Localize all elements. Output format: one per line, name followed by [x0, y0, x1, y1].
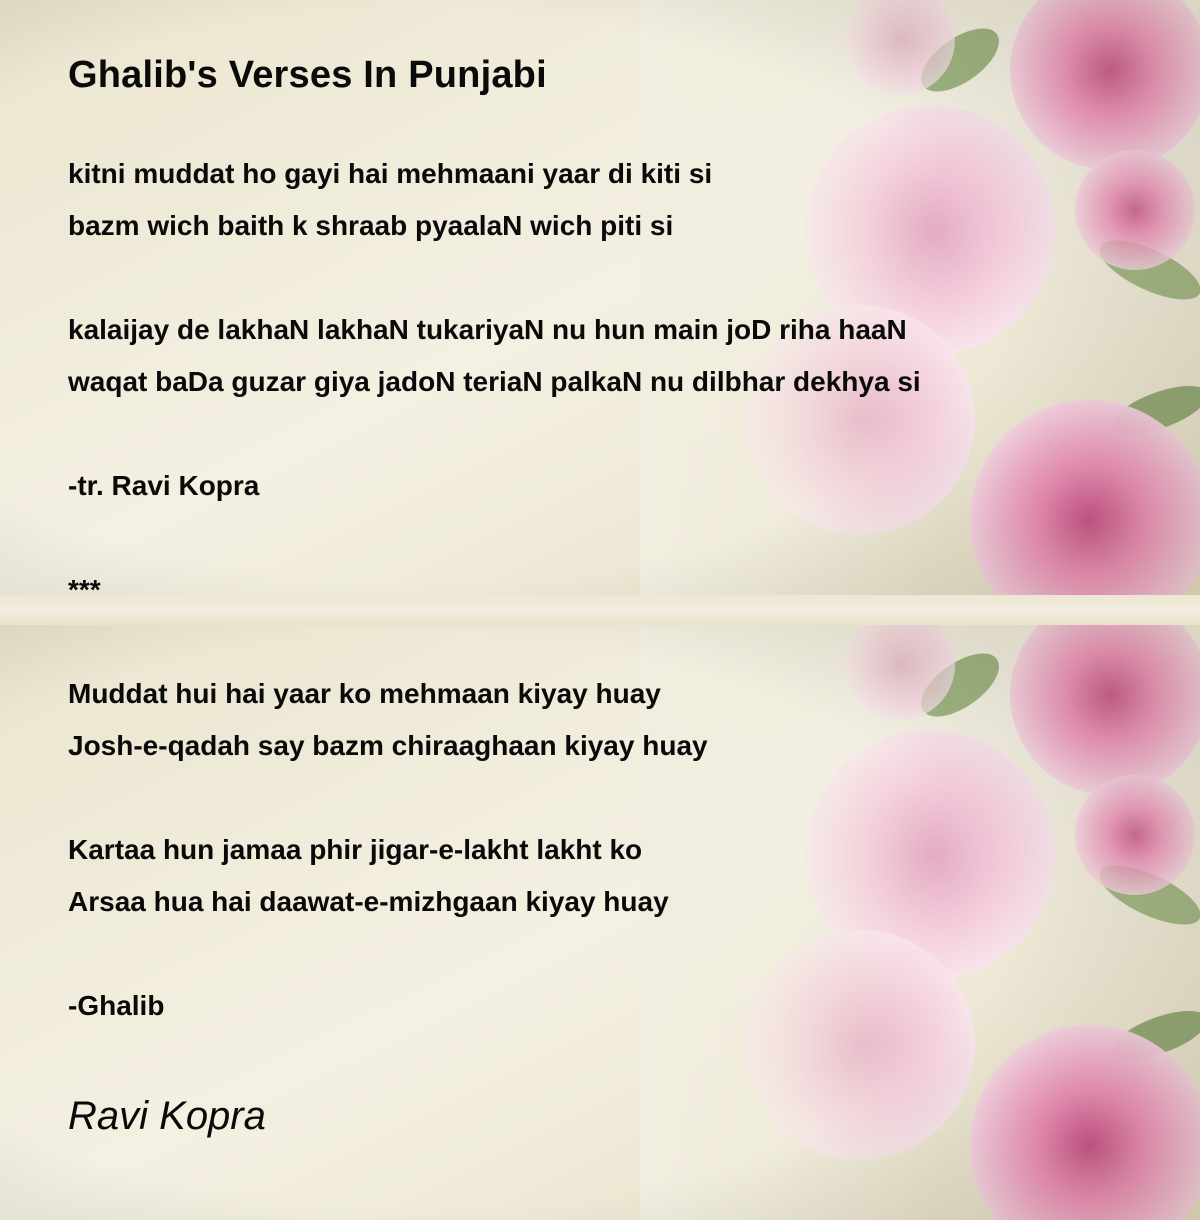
- poem-line: Kartaa hun jamaa phir jigar-e-lakht lakht ko: [68, 834, 643, 865]
- poem-line: waqat baDa guzar giya jadoN teriaN palkaN nu dilbhar dekhya si: [68, 366, 921, 397]
- poet-credit: -Ghalib: [68, 990, 165, 1021]
- poem-line: kalaijay de lakhaN lakhaN tukariyaN nu hun main joD riha haaN: [68, 314, 907, 345]
- translator-credit: -tr. Ravi Kopra: [68, 470, 260, 501]
- poem-line: Muddat hui hai yaar ko mehmaan kiyay huay: [68, 678, 661, 709]
- poem-title: Ghalib's Verses In Punjabi: [68, 54, 547, 96]
- poem-line: bazm wich baith k shraab pyaalaN wich piti si: [68, 210, 674, 241]
- poem-line: Arsaa hua hai daawat-e-mizhgaan kiyay huay: [68, 886, 669, 917]
- poem-line: Josh-e-qadah say bazm chiraaghaan kiyay huay: [68, 730, 708, 761]
- poem-line: kitni muddat ho gayi hai mehmaani yaar di kiti si: [68, 158, 713, 189]
- author-name: Ravi Kopra: [68, 1094, 266, 1138]
- image-seam: [0, 595, 1200, 625]
- section-divider: ***: [68, 574, 101, 605]
